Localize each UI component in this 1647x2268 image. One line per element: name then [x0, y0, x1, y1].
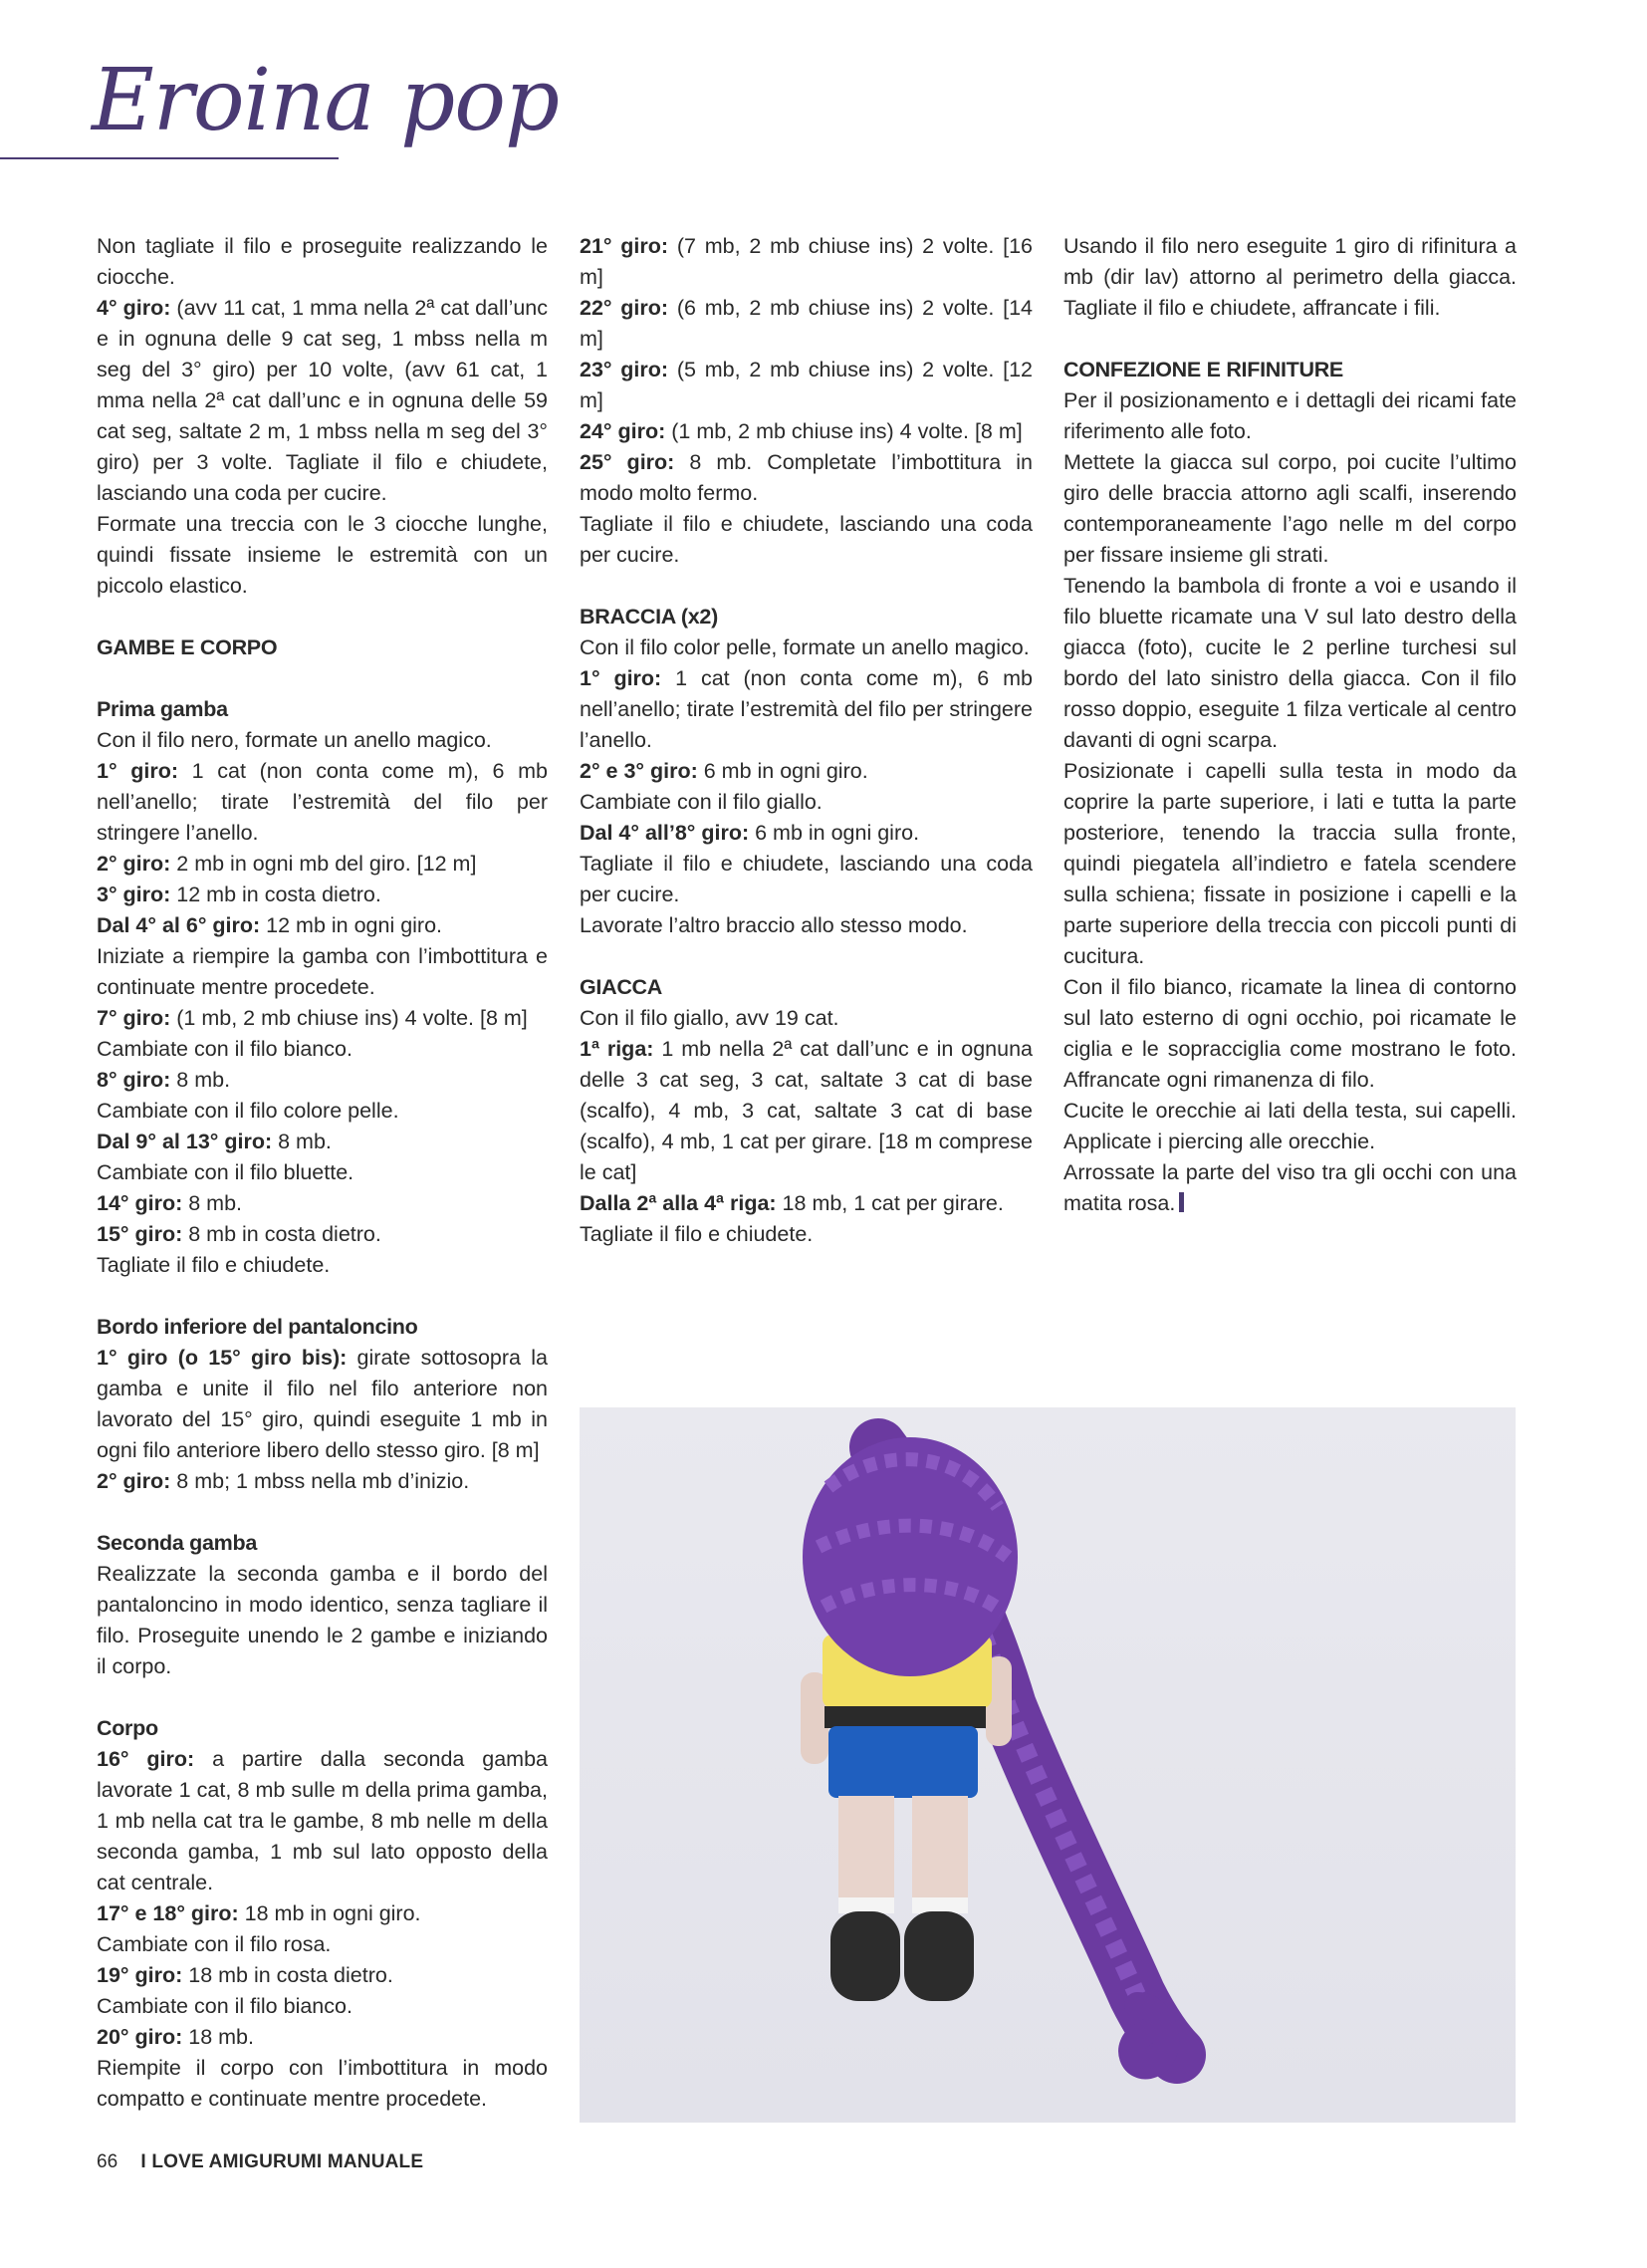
- instruction-step: [97, 1744, 548, 1898]
- paragraph: [97, 941, 548, 1003]
- step-text: 18 mb in costa dietro.: [182, 1963, 393, 1987]
- instruction-step: [97, 1898, 548, 1929]
- step-text: 18 mb, 1 cat per girare.: [776, 1191, 1004, 1215]
- paragraph: [97, 2053, 548, 2115]
- step-label: 1ª riga:: [580, 1037, 654, 1061]
- step-text: Tagliate il filo e chiudete.: [580, 1222, 814, 1246]
- step-label: 7° giro:: [97, 1006, 171, 1030]
- paragraph: [580, 1003, 1033, 1034]
- paragraph: [1063, 447, 1517, 571]
- paragraph: [1063, 972, 1517, 1096]
- paragraph: [580, 787, 1033, 818]
- instruction-step: [580, 1034, 1033, 1188]
- section-heading: GAMBE E CORPO: [97, 635, 278, 659]
- step-label: 1° giro:: [97, 759, 178, 783]
- paragraph: [580, 509, 1033, 571]
- step-label: 17° e 18° giro:: [97, 1901, 239, 1925]
- instruction-step: [580, 756, 1033, 787]
- step-text: 18 mb in ogni giro.: [238, 1901, 421, 1925]
- step-text: Non tagliate il filo e proseguite realizzando le ciocche.: [97, 234, 548, 289]
- step-label: 3° giro:: [97, 882, 171, 906]
- step-text: Cucite le orecchie ai lati della testa, sui capelli. Applicate i piercing alle orecchie.: [1063, 1099, 1517, 1153]
- instruction-step: [97, 1003, 548, 1034]
- step-label: 25° giro:: [580, 450, 675, 474]
- step-text: Lavorate l’altro braccio allo stesso modo.: [580, 913, 968, 937]
- paragraph: [580, 1219, 1033, 1250]
- step-label: 8° giro:: [97, 1068, 171, 1092]
- section-heading: Prima gamba: [97, 697, 228, 721]
- paragraph: [97, 1096, 548, 1127]
- step-text: Cambiate con il filo giallo.: [580, 790, 823, 814]
- instruction-step: [580, 231, 1033, 293]
- step-text: Usando il filo nero eseguite 1 giro di rifinitura a mb (dir lav) attorno al perimetro della giacca. Tagliate il filo e chiudete, affrancate i fili.: [1063, 234, 1517, 320]
- step-text: Arrossate la parte del viso tra gli occhi con una matita rosa.: [1063, 1160, 1517, 1215]
- step-text: 6 mb in ogni giro.: [749, 821, 920, 845]
- step-label: 24° giro:: [580, 419, 666, 443]
- step-label: Dal 4° al 6° giro:: [97, 913, 261, 937]
- step-text: (6 mb, 2 mb chiuse ins) 2 volte. [14 m]: [580, 296, 1033, 351]
- step-label: 2° e 3° giro:: [580, 759, 698, 783]
- step-text: (avv 11 cat, 1 mma nella 2ª cat dall’unc e in ognuna delle 9 cat seg, 1 mbss nella m seg del 3° giro) per 10 volte, (avv 61 cat, 1 mma nella 2ª cat dall’unc e in ognuna delle 59 cat seg, saltate 2 m, 1 mbss nella m seg del 3° giro) per 3 volte. Tagliate il filo e chiudete, lasciando una coda per cucire.: [97, 296, 549, 505]
- step-text: Iniziate a riempire la gamba con l’imbottitura e continuate mentre procedete.: [97, 944, 548, 999]
- paragraph: [1063, 1096, 1517, 1157]
- step-text: Con il filo nero, formate un anello magico.: [97, 728, 492, 752]
- section-heading: CONFEZIONE E RIFINITURE: [1063, 358, 1343, 381]
- step-text: Formate una treccia con le 3 ciocche lunghe, quindi fissate insieme le estremità con un piccolo elastico.: [97, 512, 548, 598]
- step-text: Realizzate la seconda gamba e il bordo del pantaloncino in modo identico, senza tagliare il filo. Proseguite unendo le 2 gambe e iniziando il corpo.: [97, 1562, 548, 1678]
- step-label: 21° giro:: [580, 234, 669, 258]
- step-label: 2° giro:: [97, 852, 171, 876]
- doll-photo: [580, 1407, 1516, 2123]
- step-text: 8 mb. Completate l’imbottitura in modo molto fermo.: [580, 450, 1033, 505]
- step-text: 18 mb.: [182, 2025, 254, 2049]
- step-label: 23° giro:: [580, 358, 669, 381]
- step-text: Cambiate con il filo bluette.: [97, 1160, 354, 1184]
- paragraph: [97, 725, 548, 756]
- section-heading: Corpo: [97, 1716, 158, 1740]
- paragraph: [1063, 571, 1517, 756]
- instruction-step: [97, 293, 548, 509]
- instruction-step: [580, 1188, 1033, 1219]
- instruction-step: [580, 818, 1033, 849]
- step-text: (7 mb, 2 mb chiuse ins) 2 volte. [16 m]: [580, 234, 1033, 289]
- step-text: Riempite il corpo con l’imbottitura in modo compatto e continuate mentre procedete.: [97, 2056, 548, 2111]
- instruction-step: [580, 293, 1033, 355]
- paragraph: [97, 1157, 548, 1188]
- title-rule: [0, 157, 339, 159]
- section-heading: Seconda gamba: [97, 1531, 257, 1555]
- step-label: Dal 4° all’8° giro:: [580, 821, 750, 845]
- step-text: 1 mb nella 2ª cat dall’unc e in ognuna delle 3 cat seg, 3 cat, saltate 3 cat di base (scalfo), 4 mb, 3 cat, saltate 3 cat di base (scalfo), 4 mb, 1 cat per girare. [18 m comprese le cat]: [580, 1037, 1033, 1184]
- step-label: 22° giro:: [580, 296, 669, 320]
- step-text: Con il filo giallo, avv 19 cat.: [580, 1006, 839, 1030]
- step-text: Per il posizionamento e i dettagli dei ricami fate riferimento alle foto.: [1063, 388, 1517, 443]
- paragraph-gap: [97, 1682, 548, 1713]
- step-text: 8 mb.: [182, 1191, 243, 1215]
- step-text: 2 mb in ogni mb del giro. [12 m]: [170, 852, 477, 876]
- step-label: 1° giro (o 15° giro bis):: [97, 1346, 348, 1370]
- paragraph: [97, 1559, 548, 1682]
- instruction-step: [97, 1219, 548, 1250]
- step-text: Cambiate con il filo colore pelle.: [97, 1099, 399, 1123]
- step-label: 2° giro:: [97, 1469, 171, 1493]
- instruction-step: [97, 1466, 548, 1497]
- paragraph-gap: [580, 941, 1033, 972]
- paragraph-gap: [1063, 324, 1517, 355]
- step-text: Tenendo la bambola di fronte a voi e usando il filo bluette ricamate una V sul lato destro della giacca (foto), cucite le 2 perline turchesi sul bordo del lato sinistro della giacca. Con il filo rosso doppio, eseguite 1 filza verticale al centro davanti di ogni scarpa.: [1063, 574, 1517, 752]
- instruction-step: [580, 355, 1033, 416]
- instruction-step: [97, 1065, 548, 1096]
- paragraph-gap: [97, 663, 548, 694]
- step-label: 19° giro:: [97, 1963, 183, 1987]
- step-text: Posizionate i capelli sulla testa in modo da coprire la parte superiore, i lati e tutta la parte posteriore, tenendo la traccia sulla fronte, quindi piegatela all’indietro e fatela scendere sulla schiena; fissate in posizione i capelli e la parte superiore della treccia con piccoli punti di cucitura.: [1063, 759, 1517, 968]
- section-heading: BRACCIA (x2): [580, 605, 718, 629]
- instruction-step: [97, 880, 548, 910]
- instruction-step: [580, 416, 1033, 447]
- instruction-step: [97, 1188, 548, 1219]
- paragraph: [97, 231, 548, 293]
- step-text: Cambiate con il filo bianco.: [97, 1994, 353, 2018]
- step-text: (1 mb, 2 mb chiuse ins) 4 volte. [8 m]: [665, 419, 1023, 443]
- instruction-step: [97, 1960, 548, 1991]
- step-text: Con il filo color pelle, formate un anello magico.: [580, 635, 1030, 659]
- text-column-2: [580, 231, 1033, 1250]
- instruction-step: [97, 756, 548, 849]
- step-text: 1 cat (non conta come m), 6 mb nell’anello; tirate l’estremità del filo per stringere l’anello.: [97, 759, 548, 845]
- step-text: a partire dalla seconda gamba lavorate 1 cat, 8 mb sulle m della prima gamba, 1 mb nella cat tra le gambe, 8 mb nelle m della seconda gamba, 1 mb sul lato opposto della cat centrale.: [97, 1747, 548, 1894]
- paragraph-gap: [97, 1497, 548, 1528]
- magazine-name: I LOVE AMIGURUMI MANUALE: [140, 2151, 424, 2172]
- step-text: 8 mb.: [272, 1130, 332, 1153]
- paragraph: [97, 1250, 548, 1281]
- step-text: 12 mb in costa dietro.: [170, 882, 381, 906]
- step-text: girate sottosopra la gamba e unite il filo nel filo anteriore non lavorato del 15° giro, quindi eseguite 1 mb in ogni filo anteriore libero dello stesso giro. [8 m]: [97, 1346, 548, 1462]
- instruction-step: [580, 447, 1033, 509]
- paragraph: [97, 1929, 548, 1960]
- step-text: Cambiate con il filo bianco.: [97, 1037, 353, 1061]
- step-text: Tagliate il filo e chiudete, lasciando una coda per cucire.: [580, 512, 1033, 567]
- instruction-step: [97, 910, 548, 941]
- instruction-step: [580, 663, 1033, 756]
- paragraph: [580, 632, 1033, 663]
- paragraph: [1063, 385, 1517, 447]
- step-text: Cambiate con il filo rosa.: [97, 1932, 332, 1956]
- paragraph: [97, 509, 548, 602]
- paragraph: [97, 1034, 548, 1065]
- amigurumi-doll-illustration: [580, 1407, 1516, 2123]
- step-label: Dal 9° al 13° giro:: [97, 1130, 273, 1153]
- step-text: Tagliate il filo e chiudete, lasciando una coda per cucire.: [580, 852, 1033, 906]
- text-column-3: [1063, 231, 1517, 1219]
- step-label: 16° giro:: [97, 1747, 195, 1771]
- step-text: Mettete la giacca sul corpo, poi cucite l’ultimo giro delle braccia attorno agli scalfi, inserendo contemporaneamente l’ago nelle m del corpo per fissare insieme gli strati.: [1063, 450, 1517, 567]
- paragraph: [1063, 231, 1517, 324]
- step-text: 8 mb.: [170, 1068, 231, 1092]
- step-label: 1° giro:: [580, 666, 662, 690]
- step-text: 8 mb in costa dietro.: [182, 1222, 381, 1246]
- instruction-step: [97, 2022, 548, 2053]
- step-label: Dalla 2ª alla 4ª riga:: [580, 1191, 777, 1215]
- section-heading: Bordo inferiore del pantaloncino: [97, 1315, 418, 1339]
- step-label: 14° giro:: [97, 1191, 183, 1215]
- step-text: Con il filo bianco, ricamate la linea di contorno sul lato esterno di ogni occhio, poi ricamate le ciglia e le sopracciglia come mostrano le foto. Affrancate ogni rimanenza di filo.: [1063, 975, 1517, 1092]
- paragraph: [580, 849, 1033, 910]
- page-title: Eroina pop: [92, 51, 560, 150]
- step-text: Tagliate il filo e chiudete.: [97, 1253, 331, 1277]
- paragraph-gap: [97, 602, 548, 632]
- article-end-mark: [1179, 1192, 1184, 1212]
- paragraph: [97, 1991, 548, 2022]
- section-heading: GIACCA: [580, 975, 663, 999]
- paragraph-gap: [580, 571, 1033, 602]
- step-text: (5 mb, 2 mb chiuse ins) 2 volte. [12 m]: [580, 358, 1033, 412]
- text-column-1: [97, 231, 548, 2115]
- paragraph: [1063, 1157, 1517, 1219]
- page-number: 66: [97, 2151, 118, 2172]
- step-text: 12 mb in ogni giro.: [260, 913, 443, 937]
- paragraph-gap: [97, 1281, 548, 1312]
- step-label: 20° giro:: [97, 2025, 183, 2049]
- step-label: 15° giro:: [97, 1222, 183, 1246]
- page-footer: [97, 2151, 423, 2173]
- paragraph: [580, 910, 1033, 941]
- step-text: 8 mb; 1 mbss nella mb d’inizio.: [170, 1469, 470, 1493]
- step-text: (1 mb, 2 mb chiuse ins) 4 volte. [8 m]: [170, 1006, 528, 1030]
- instruction-step: [97, 1127, 548, 1157]
- step-label: 4° giro:: [97, 296, 171, 320]
- instruction-step: [97, 1343, 548, 1466]
- step-text: 6 mb in ogni giro.: [697, 759, 868, 783]
- step-text: 1 cat (non conta come m), 6 mb nell’anello; tirate l’estremità del filo per stringere l’anello.: [580, 666, 1034, 752]
- paragraph: [1063, 756, 1517, 972]
- instruction-step: [97, 849, 548, 880]
